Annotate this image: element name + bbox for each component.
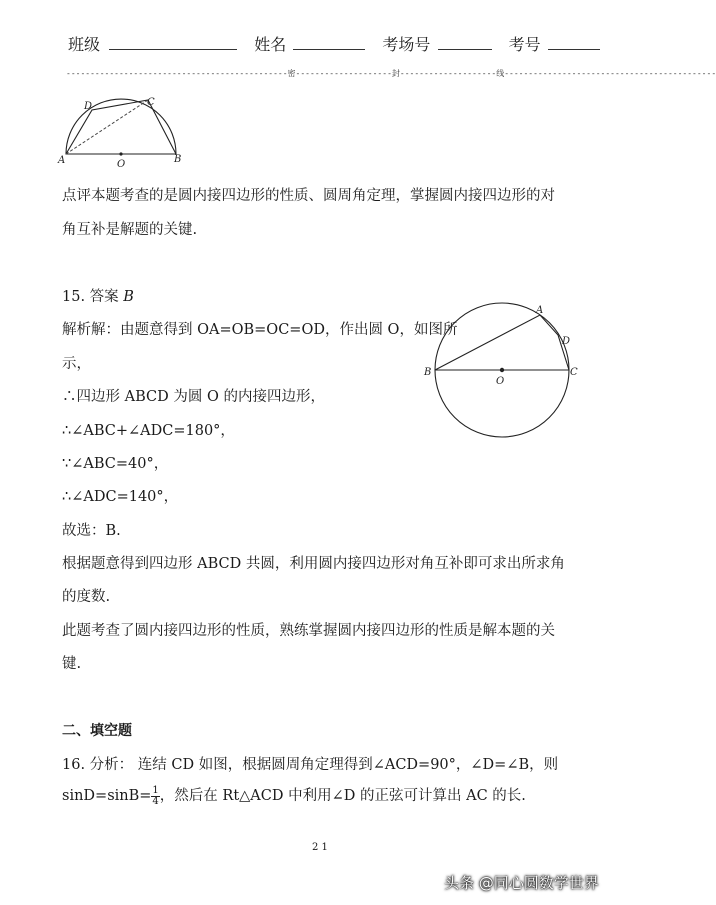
label-B2: B [424,367,432,378]
section-title: 二、填空题 [62,723,132,739]
number-blank [548,35,600,50]
class-label: 班级 [68,35,101,54]
name-label: 姓名 [254,35,287,54]
label-B: B [174,154,182,165]
label-C: C [147,97,155,108]
fraction [151,786,159,807]
q15-line-4: ∴∠ABC+∠ADC=180°， [62,423,235,439]
watermark: 头条 @同心圆数学世界 [444,874,599,892]
page-number: 2 1 [312,842,328,853]
q16-line-2 [62,784,526,807]
number-label: 考号 [508,35,541,54]
q15-answer: B [123,289,134,305]
dashed-diagonal [66,100,148,154]
q15-line-2: 示， [62,356,91,372]
room-label: 考场号 [382,35,431,54]
q16-prefix: sinD=sinB= [62,788,152,804]
label-D2: D [562,336,571,347]
q15-title [62,285,134,306]
label-O2: O [496,376,505,387]
room-blank [438,35,492,50]
exam-header [68,32,600,55]
comment-line-2: 角互补是解题的关键. [62,222,198,238]
seal-line: ----------------------------------------------密--------------------封--------------------线-------------------------------------------- [66,69,716,78]
name-blank [293,35,365,50]
comment-line-1: 点评本题考查的是圆内接四边形的性质、圆周角定理，掌握圆内接四边形的对 [62,188,555,204]
q15-line-9: 的度数. [62,589,111,605]
figure-semicircle [56,92,206,168]
figure-circle [422,302,592,452]
q15-line-10: 此题考查了圆内接四边形的性质，熟练掌握圆内接四边形的性质是解本题的关 [62,623,555,639]
label-A2: A [536,305,544,316]
q15-line-11: 键. [62,656,82,672]
q15-line-5: ∵∠ABC=40°， [62,456,169,472]
label-O: O [117,159,126,170]
label-D: D [84,101,93,112]
label-C2: C [570,367,578,378]
q15-line-8: 根据题意得到四边形 ABCD 共圆，利用圆内接四边形对角互补即可求出所求角 [62,556,565,572]
quadrilateral-edges [66,100,176,154]
center-point [119,152,122,155]
q15-line-6: ∴∠ADC=140°， [62,489,179,505]
q15-line-1: 解析解：由题意得到 OA=OB=OC=OD，作出圆 O，如图所 [62,322,458,338]
q16-suffix: ，然后在 Rt△ACD 中利用∠D 的正弦可计算出 AC 的长. [159,788,526,804]
fraction-numerator: 1 [152,784,159,796]
class-blank [109,35,237,50]
label-A: A [58,155,66,166]
fraction-denominator: 4 [152,795,159,807]
q15-line-7: 故选：B. [62,523,121,539]
q15-title-prefix: 15. 答案 [62,289,124,305]
center-point-O [500,368,504,372]
q16-line-1: 16. 分析： 连结 CD 如图，根据圆周角定理得到∠ACD=90°，∠D=∠B，则 [62,757,559,773]
q15-line-3: ∴四边形 ABCD 为圆 O 的内接四边形， [62,389,325,405]
quadrilateral-ABCD [435,315,569,370]
